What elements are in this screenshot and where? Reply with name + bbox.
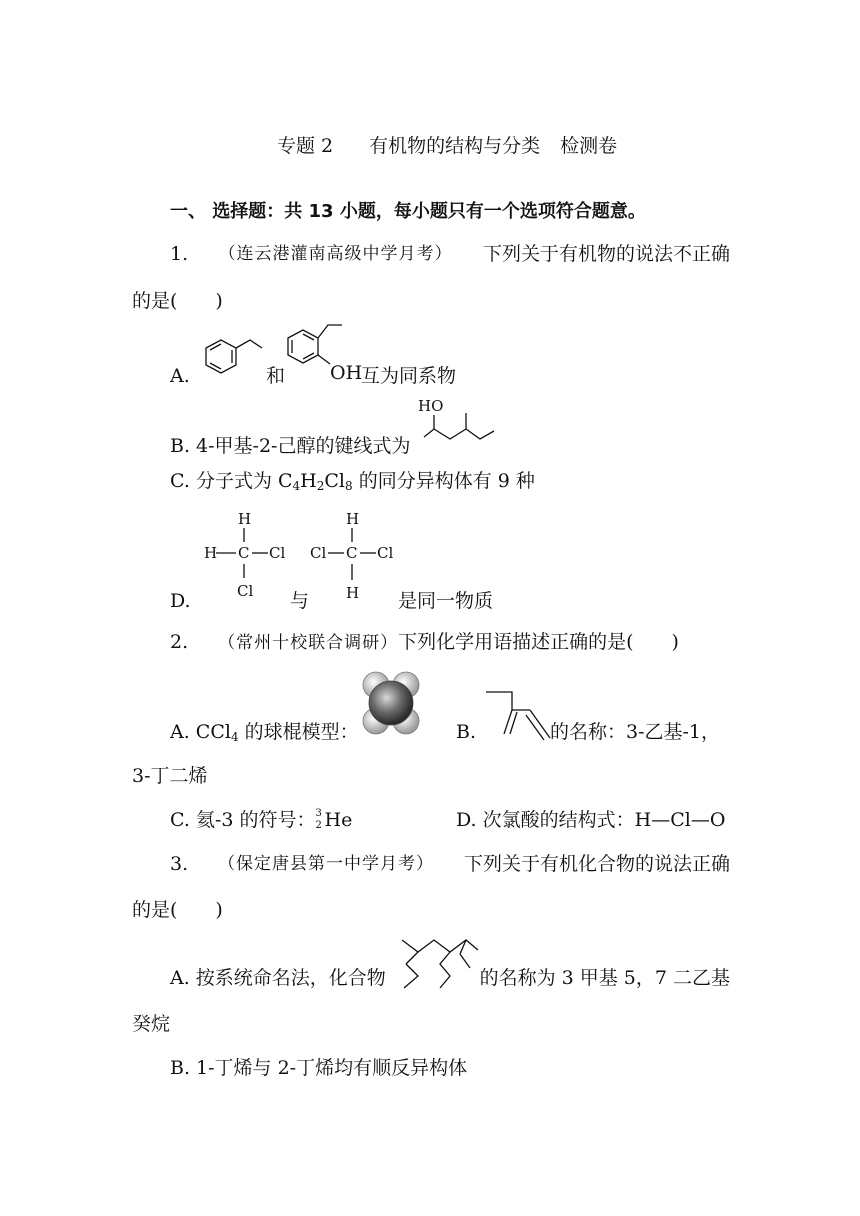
q3-source: （保定唐县第一中学月考） [218, 854, 435, 874]
q1-optA-oh: OH [330, 362, 363, 384]
q1-optB-ho: HO [418, 397, 444, 415]
ethylbenzene-structure [198, 336, 268, 384]
q2-optB-label: B. [456, 721, 477, 743]
q1-optA-label: A. [170, 365, 190, 387]
dichloromethane-structure-2 [310, 506, 402, 606]
alkane-skeletal-structure [398, 934, 482, 990]
svg-text:C: C [238, 544, 250, 562]
ccl4-ball-model [356, 668, 426, 738]
svg-text:Cl: Cl [377, 544, 394, 562]
q1-number: 1. [170, 243, 189, 265]
svg-text:H: H [346, 510, 360, 528]
q1-optD-label: D. [170, 590, 191, 612]
page-title [277, 134, 617, 158]
title-part2: 有机物的结构与分类 [369, 135, 541, 157]
svg-text:Cl: Cl [269, 544, 286, 562]
q1-optD-and: 与 [290, 590, 310, 612]
q2-optC: C. 氦-3 的符号： 3 2 He [170, 808, 353, 831]
dichloromethane-structure-1 [200, 506, 292, 606]
q1-stem1: 下列关于有机物的说法不正确 [482, 243, 730, 265]
q2-source: （常州十校联合调研） [218, 633, 399, 653]
title-part1: 专题 2 [277, 135, 334, 157]
q2-optA: A. CCl$_4$ 的球棍模型： [170, 721, 359, 744]
q3-optB: B. 1-丁烯与 2-丁烯均有顺反异构体 [170, 1057, 468, 1079]
svg-text:H: H [204, 544, 218, 562]
q2-optB-text: 的名称：3-乙基-1， [550, 721, 721, 743]
ethylbutadiene-structure [482, 688, 554, 744]
q1-stem2: 的是( ) [132, 290, 223, 312]
q3-optA-cont: 癸烷 [132, 1013, 171, 1035]
q1-optA-tail: 互为同系物 [361, 365, 457, 387]
q3-stem1: 下列关于有机化合物的说法正确 [463, 853, 730, 875]
methylhexanol-structure [418, 395, 500, 445]
q2-number: 2. [170, 631, 189, 653]
q2-optB-cont: 3-丁二烯 [132, 765, 208, 787]
q3-optA-pre: A. 按系统命名法，化合物 [170, 967, 386, 989]
q2-stem: 下列化学用语描述正确的是( ) [398, 631, 679, 653]
q2-optD: D. 次氯酸的结构式：H—Cl—O [456, 809, 726, 831]
q1-optD-tail: 是同一物质 [398, 590, 494, 612]
q1-optA-and: 和 [266, 365, 286, 387]
svg-text:Cl: Cl [310, 544, 327, 562]
title-part3: 检测卷 [560, 135, 618, 157]
q1-line1 [170, 242, 730, 266]
q3-stem2: 的是( ) [132, 899, 223, 921]
q1-source: （连云港灌南高级中学月考） [218, 244, 453, 264]
svg-text:H: H [346, 584, 360, 602]
q1-optB-text: B. 4-甲基-2-己醇的键线式为 [170, 435, 411, 457]
q3-line1 [170, 852, 730, 876]
svg-text:Cl: Cl [237, 582, 254, 600]
q1-optC: C. 分子式为 $C_4H_2Cl_8$ 的同分异构体有 9 种 [170, 470, 535, 493]
q2-line1 [170, 630, 679, 655]
q3-optA-post: 的名称为 3 甲基 5，7 二乙基 [479, 967, 730, 989]
q3-number: 3. [170, 853, 189, 875]
helium-isotope-notation: 3 2 [315, 808, 322, 831]
svg-text:C: C [346, 544, 358, 562]
svg-text:H: H [238, 510, 252, 528]
section-heading: 一、 选择题：共 13 小题，每小题只有一个选项符合题意。 [170, 201, 646, 222]
